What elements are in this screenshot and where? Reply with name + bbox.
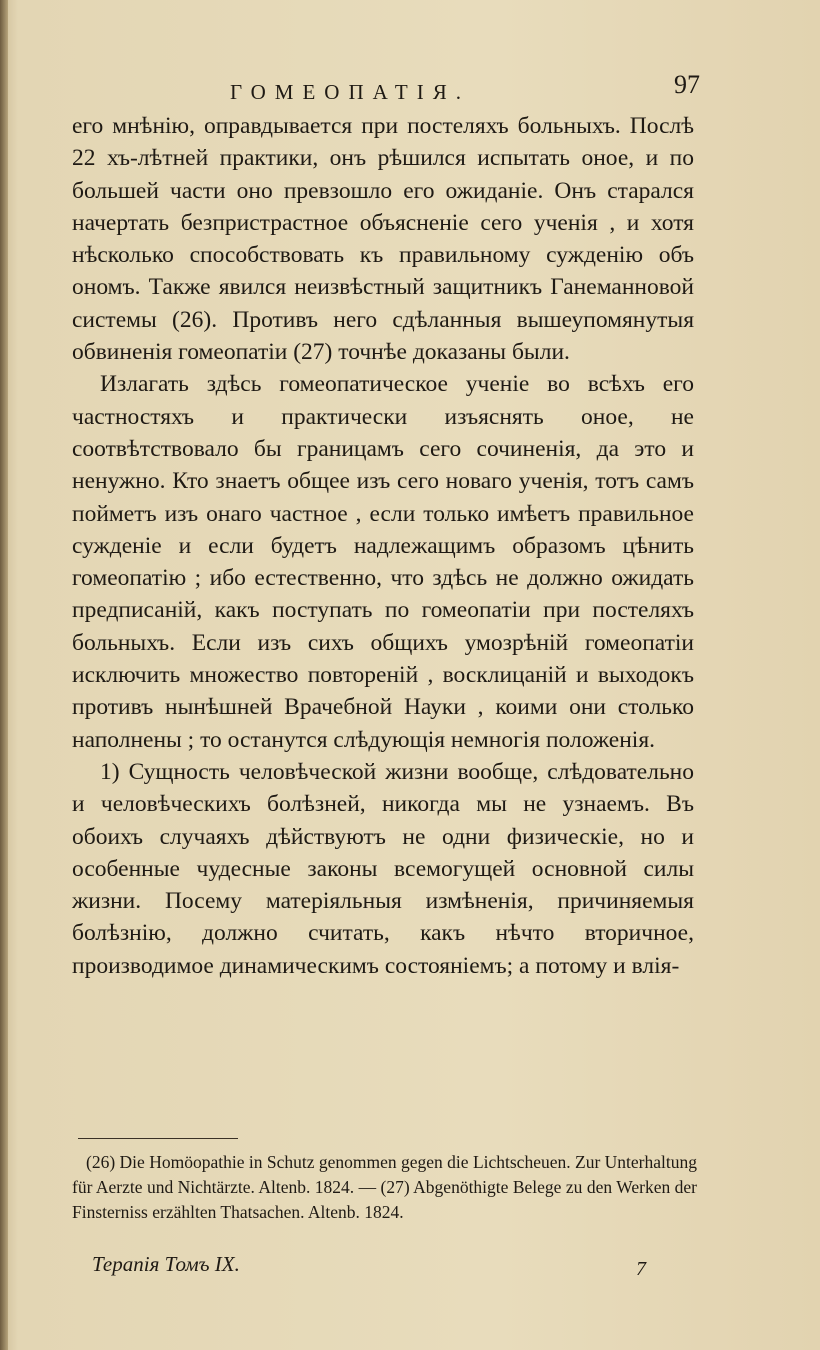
paragraph: его мнѣнію, оправдывается при постеляхъ больныхъ. Послѣ 22 хъ-лѣтней практики, онъ рѣшился испытать оное, и по большей части оно превзошло его ожиданіе. Онъ старался начертать безпристрастное объясненіе сего ученія , и хотя нѣсколько способствовать къ правильному сужденію объ ономъ. Также явился неизвѣстный защитникъ Ганеманновой системы (26). Противъ него сдѣланныя вышеупомянутыя обвиненія гомеопатіи (27) точнѣе доказаны были.: [72, 113, 694, 366]
book-spine-shadow: [0, 0, 8, 1350]
footnote-divider: [78, 1138, 238, 1139]
page-number: 97: [674, 70, 700, 99]
page-header: [70, 70, 700, 110]
signature-number: 7: [636, 1258, 646, 1280]
paragraph: Излагать здѣсь гомеопатическое ученіе во всѣхъ его частностяхъ и практически изъяснять оное, не соотвѣтствовало бы границамъ сего сочиненія, да это и ненужно. Кто знаетъ общее изъ сего новаго ученія, тотъ самъ пойметъ изъ онаго частное , если только имѣетъ правильное сужденіе и если будетъ надлежащимъ образомъ цѣнить гомеопатію ; ибо естественно, что здѣсь не должно ожидать предписаній, какъ поступать по гомеопатіи при постеляхъ больныхъ. Если изъ сихъ общихъ умозрѣній гомеопатіи исключить множество повтореній , восклицаній и выходокъ противъ нынѣшней Врачебной Науки , коими они столько наполнены ; то останутся слѣдующія немногія положенія.: [72, 371, 694, 753]
paragraph: 1) Сущность человѣческой жизни вообще, слѣдовательно и человѣческихъ болѣзней, никогда мы не узнаемъ. Въ обоихъ случаяхъ дѣйствуютъ не одни физическіе, но и особенные чудесные законы всемогущей основной силы жизни. Посему матеріяльныя измѣненія, причиняемыя болѣзнію, должно считать, какъ нѣчто вторичное, производимое динамическимъ состояніемъ; а потому и влія-: [72, 758, 694, 979]
footnote-text: (26) Die Homöopathie in Schutz genommen gegen die Lichtscheuen. Zur Unterhaltung für Aerzte und Nichtärzte. Altenb. 1824. — (27) Abgenöthigte Belege zu den Werken der Finsterniss erzählten Thatsachen. Altenb. 1824.: [72, 1152, 697, 1222]
printer-signature: Терапія Томъ IX.: [92, 1252, 240, 1276]
body-text: [72, 110, 694, 982]
running-title: ГОМЕОПАТІЯ.: [230, 80, 471, 104]
footnotes: [72, 1150, 697, 1225]
